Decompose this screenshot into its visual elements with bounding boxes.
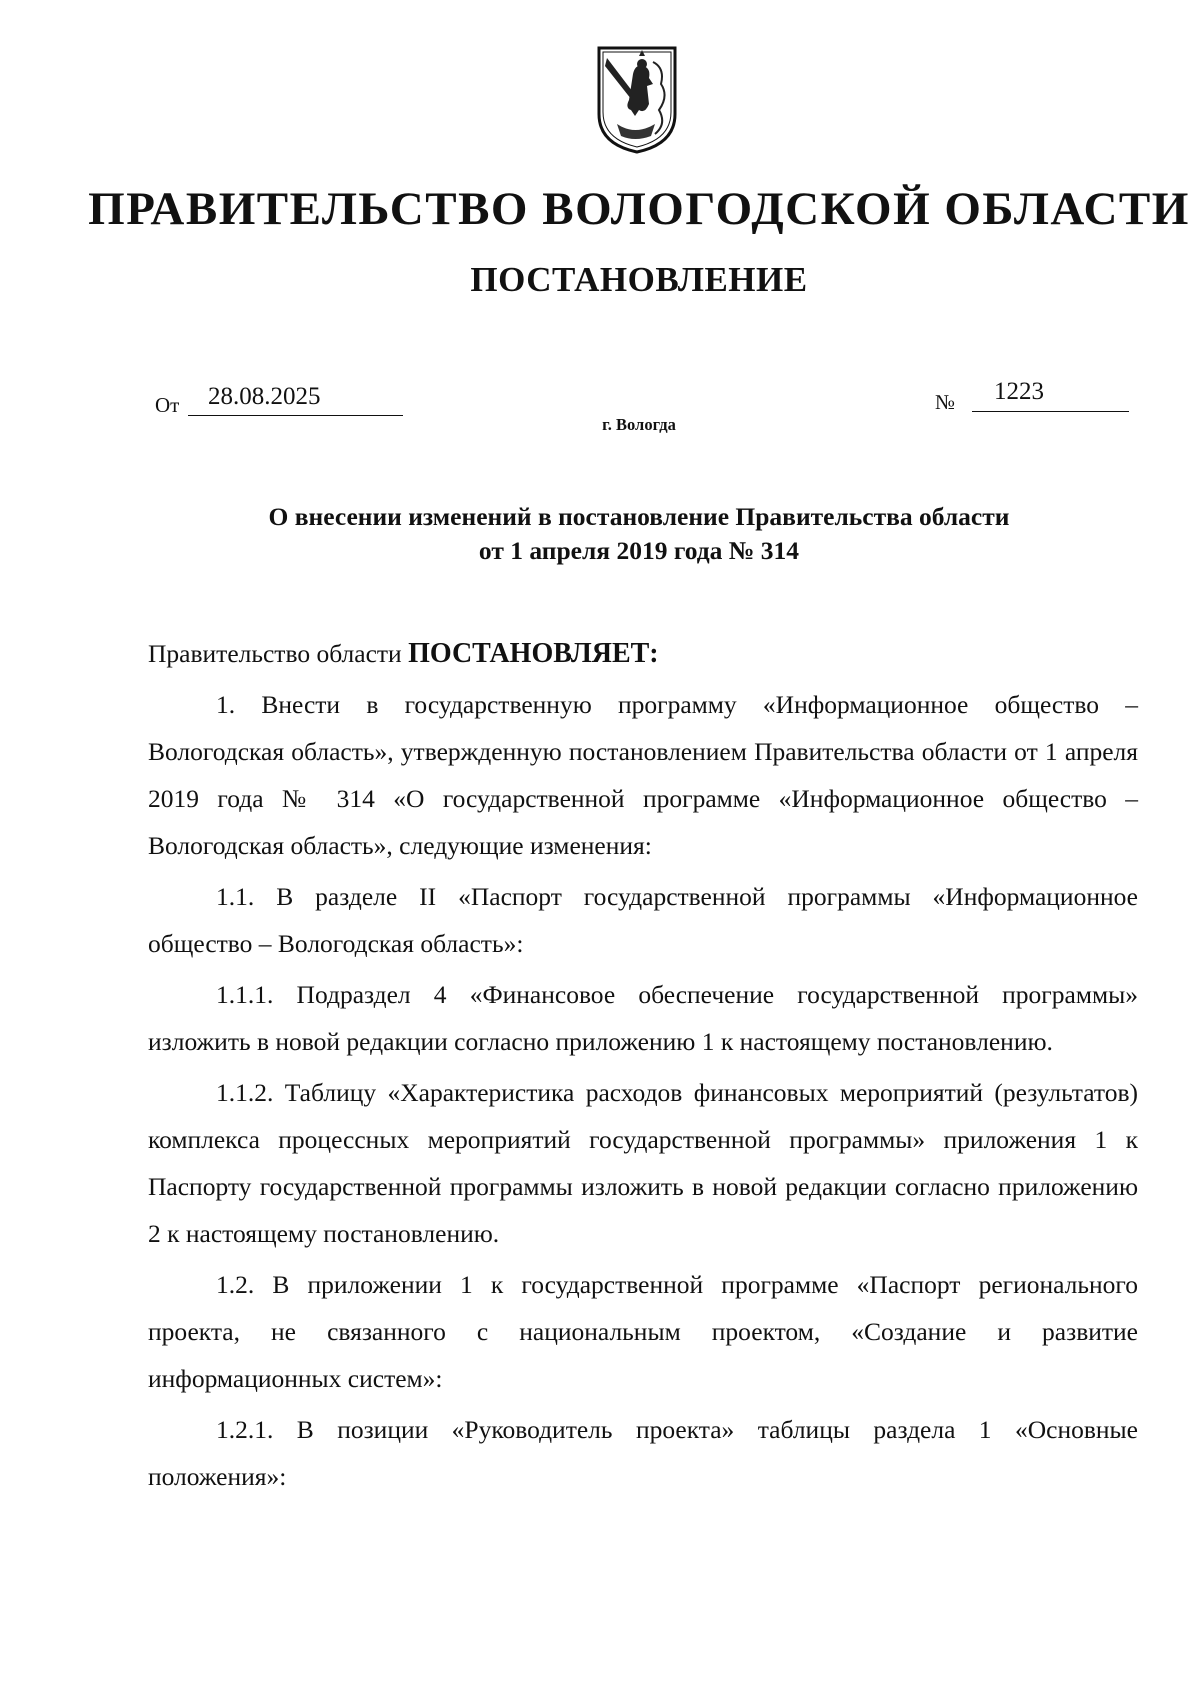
paragraph-1-2: 1.2. В приложении 1 к государственной программе «Паспорт регионального проекта, не связанного с национальным проектом, «Создание и развитие информационных систем»: xyxy=(148,1270,1138,1393)
document-number: 1223 xyxy=(972,378,1129,412)
government-title: ПРАВИТЕЛЬСТВО ВОЛОГОДСКОЙ ОБЛАСТИ xyxy=(88,183,1190,235)
number-label: № xyxy=(935,390,956,414)
coat-of-arms-icon xyxy=(595,44,679,156)
paragraph-1-2-1: 1.2.1. В позиции «Руководитель проекта» таблицы раздела 1 «Основные положения»: xyxy=(148,1415,1138,1491)
intro-prefix: Правительство области xyxy=(148,639,402,668)
document-body xyxy=(148,630,1138,1500)
intro-keyword: ПОСТАНОВЛЯЕТ: xyxy=(408,638,659,669)
document-date: 28.08.2025 xyxy=(188,383,403,416)
document-type: ПОСТАНОВЛЕНИЕ xyxy=(470,260,808,299)
subject-line-1: О внесении изменений в постановление Правительства области xyxy=(268,502,1010,531)
paragraph-1-1: 1.1. В разделе II «Паспорт государственной программы «Информационное общество – Вологодская область»: xyxy=(148,882,1138,958)
subject-line-2: от 1 апреля 2019 года № 314 xyxy=(478,536,800,565)
resolution-intro xyxy=(148,630,1138,677)
paragraph-1: 1. Внести в государственную программу «Информационное общество – Вологодская область», утвержденную постановлением Правительства области от 1 апреля 2019 года № 314 «О государственной программе «Информационное общество – Вологодская область», следующие изменения: xyxy=(148,690,1138,860)
city: г. Вологда xyxy=(602,415,676,434)
document-subject xyxy=(0,500,1200,568)
paragraph-1-1-2: 1.1.2. Таблицу «Характеристика расходов финансовых мероприятий (результатов) комплекса процессных мероприятий государственной программы» приложения 1 к Паспорту государственной программы изложить в новой редакции согласно приложению 2 к настоящему постановлению. xyxy=(148,1078,1138,1248)
paragraph-1-1-1: 1.1.1. Подраздел 4 «Финансовое обеспечение государственной программы» изложить в новой редакции согласно приложению 1 к настоящему постановлению. xyxy=(148,980,1138,1056)
date-label: От xyxy=(155,393,180,417)
